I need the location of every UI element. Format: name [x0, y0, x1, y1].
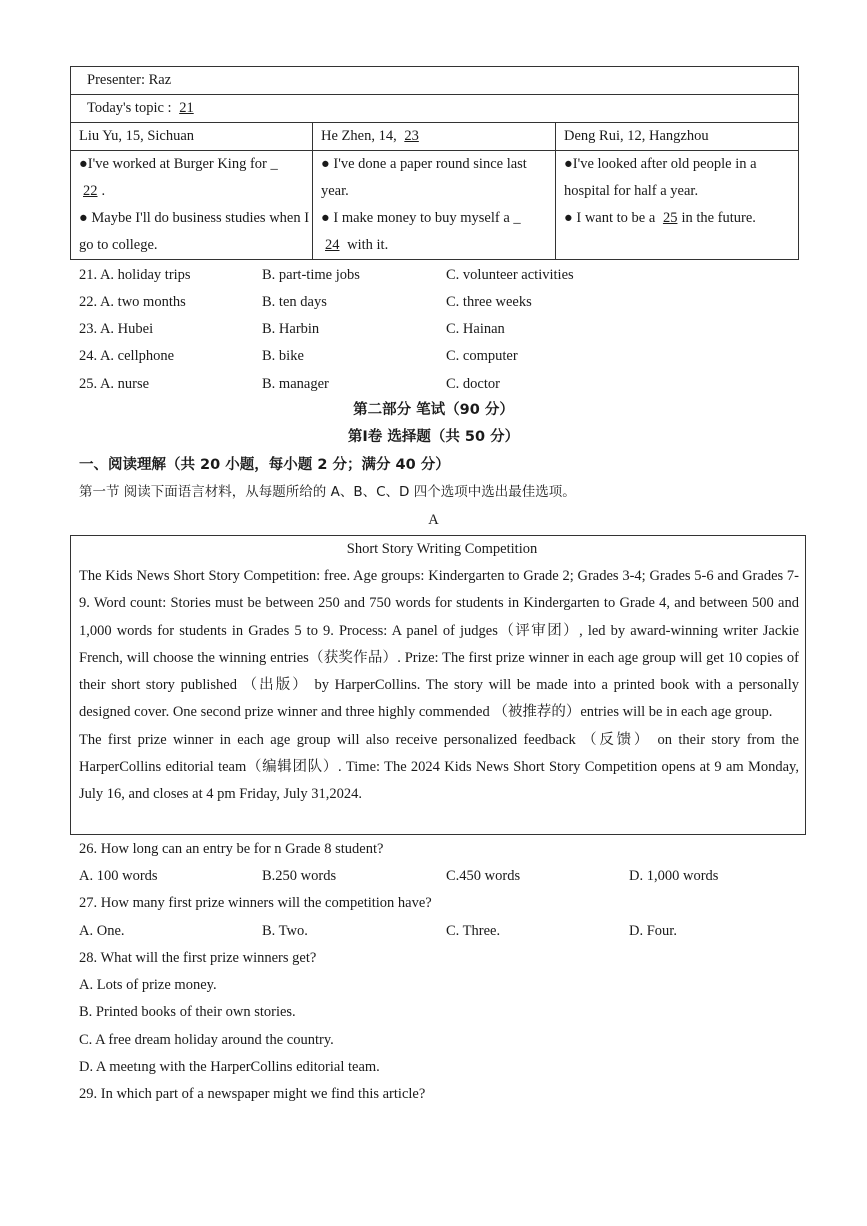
- q26-option-d: D. 1,000 words: [629, 868, 719, 884]
- q26-option-a: A. 100 words: [79, 868, 158, 884]
- option-23-c: C. Hainan: [446, 321, 505, 337]
- person-name-he: [313, 123, 556, 151]
- q28-option-a: A. Lots of prize money.: [79, 977, 217, 993]
- note-liu-2: ● Maybe I'll do business studies when I go to college.: [79, 210, 310, 253]
- q27-option-b: B. Two.: [262, 923, 308, 939]
- notes-liu: [71, 151, 313, 260]
- topic-cell: [71, 95, 799, 123]
- option-row-23: [79, 316, 799, 343]
- option-row-21: [79, 262, 799, 289]
- option-23-a: 23. A. Hubei: [79, 321, 154, 337]
- option-25-c: C. doctor: [446, 376, 500, 392]
- passage-box: [70, 535, 806, 835]
- note-deng-2: [564, 205, 798, 232]
- notes-he: [313, 151, 556, 260]
- option-row-22: [79, 289, 799, 316]
- q26-option-c: C.450 words: [446, 868, 521, 884]
- note-he-2-text: ● I make money to buy myself a: [321, 210, 510, 226]
- option-row-24: [79, 343, 799, 370]
- q27-option-a: A. One.: [79, 923, 125, 939]
- instruction-text: 第一节 阅读下面语言材料，从每题所给的 A、B、C、D 四个选项中选出最佳选项。: [79, 484, 576, 500]
- passage-title: Short Story Writing Competition: [346, 541, 538, 557]
- presenter-cell: Presenter: Raz: [71, 67, 799, 95]
- question-26-options: [79, 863, 799, 890]
- question-28: 28. What will the first prize winners get?: [79, 950, 317, 966]
- notes-deng: [556, 151, 799, 260]
- note-he-2-blank: 24: [325, 237, 340, 253]
- question-27-options: [79, 918, 799, 945]
- option-24-c: C. computer: [446, 348, 518, 364]
- option-21-b: B. part-time jobs: [262, 267, 360, 283]
- note-he-2: ● I make money to buy myself a _ 24 with it.: [321, 210, 521, 253]
- question-27: 27. How many first prize winners will the competition have?: [79, 895, 432, 911]
- person-name-liu: Liu Yu, 15, Sichuan: [71, 123, 313, 151]
- option-22-b: B. ten days: [262, 294, 327, 310]
- note-liu-1: ●I've worked at Burger King for _ 22 .: [79, 156, 278, 199]
- volume1-heading: 第Ⅰ卷 选择题（共 50 分）: [347, 429, 520, 445]
- note-deng-2-text: ● I want to be a: [564, 210, 656, 226]
- topic-blank: 21: [179, 100, 194, 116]
- q26-option-b: B.250 words: [262, 868, 337, 884]
- note-deng-2-suffix: in the future.: [681, 210, 756, 226]
- question-26: 26. How long can an entry be for n Grade 8 student?: [79, 841, 384, 857]
- q27-option-d: D. Four.: [629, 923, 677, 939]
- person-name-he-text: He Zhen, 14,: [321, 128, 397, 144]
- note-deng-2-blank: 25: [662, 210, 678, 226]
- passage-label: A: [428, 512, 439, 528]
- q28-option-c: C. A free dream holiday around the country.: [79, 1032, 334, 1048]
- note-he-1: ● I've done a paper round since last year.: [321, 156, 527, 199]
- q28-option-b: B. Printed books of their own stories.: [79, 1004, 296, 1020]
- note-liu-1-blank: 22: [83, 183, 98, 199]
- section1-heading: 一、阅读理解（共 20 小题，每小题 2 分；满分 40 分）: [79, 457, 450, 473]
- listening-table: [70, 66, 799, 260]
- note-deng-1: ●I've looked after old people in a hospital for half a year.: [564, 156, 757, 199]
- question-29: 29. In which part of a newspaper might we find this article?: [79, 1086, 426, 1102]
- passage-paragraph-1: The Kids News Short Story Competition: free. Age groups: Kindergarten to Grade 2; Grades 3-4; Grades 5-6 and Grades 7-9. Word count: Stories must be between 250 and 750 words for students in Kindergarten to Grade 4, and between 500 and 1,000 words for students in Grades 5 to 9. Process: A panel of judges（评审团）, led by award-winning writer Jackie French, will choose the winning entries（获奖作品）. Prize: The first prize winner in each age group will get 10 copies of their short story published （出版） by HarperCollins. The story will be made into a printed book with a personally designed cover. One second prize winner and three highly commended （被推荐的）entries will be in each age group.: [79, 568, 799, 721]
- option-25-b: B. manager: [262, 376, 329, 392]
- option-21-c: C. volunteer activities: [446, 267, 574, 283]
- option-21-a: 21. A. holiday trips: [79, 267, 191, 283]
- option-23-b: B. Harbin: [262, 321, 320, 337]
- note-liu-1-text: ●I've worked at Burger King for: [79, 156, 267, 172]
- option-22-a: 22. A. two months: [79, 294, 186, 310]
- option-24-a: 24. A. cellphone: [79, 348, 175, 364]
- person-name-he-blank: 23: [404, 128, 419, 144]
- person-name-deng: Deng Rui, 12, Hangzhou: [556, 123, 799, 151]
- note-he-2-suffix: with it.: [347, 237, 389, 253]
- note-liu-1-suffix: .: [101, 183, 106, 199]
- option-25-a: 25. A. nurse: [79, 376, 150, 392]
- option-22-c: C. three weeks: [446, 294, 532, 310]
- topic-label: Today's topic :: [87, 100, 172, 116]
- q28-option-d: D. A meetıng with the HarperCollins editorial team.: [79, 1059, 380, 1075]
- option-24-b: B. bike: [262, 348, 304, 364]
- passage-paragraph-2: The first prize winner in each age group will also receive personalized feedback （反馈） on their story from the HarperCollins editorial team（编辑团队）. Time: The 2024 Kids News Short Story Competition opens at 9 am Monday, July 16, and closes at 4 pm Friday, July 31,2024.: [79, 731, 799, 803]
- q27-option-c: C. Three.: [446, 923, 501, 939]
- option-row-25: [79, 371, 799, 398]
- part2-heading: 第二部分 笔试（90 分）: [353, 402, 514, 418]
